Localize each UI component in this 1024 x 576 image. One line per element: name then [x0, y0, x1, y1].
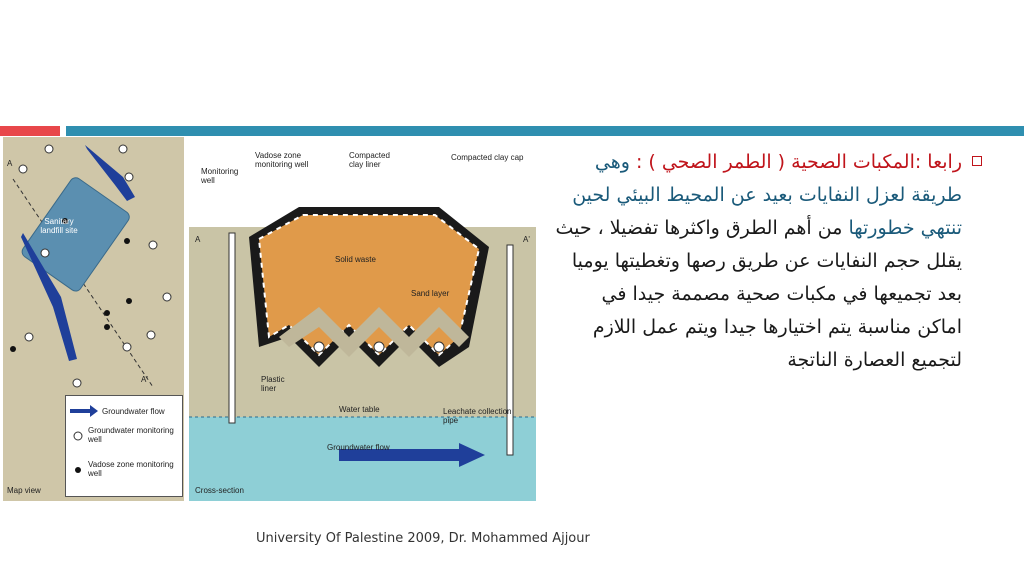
clay-liner-label: Compacted clay liner: [349, 151, 390, 169]
point-a-label: A: [7, 159, 13, 168]
slide-body-text: [552, 146, 962, 377]
section-heading: رابعا :المكبات الصحية ( الطمر الصحي ) :: [629, 151, 962, 173]
cs-groundwater-flow-label: Groundwater flow: [327, 443, 390, 452]
legend-vadose-well: Vadose zone monitoring well: [88, 460, 174, 478]
solid-waste-label: Solid waste: [335, 255, 376, 264]
clay-cap-label: Compacted clay cap: [451, 153, 524, 162]
cs-point-a-prime-label: A': [523, 235, 530, 244]
square-bullet-icon: [972, 156, 982, 166]
vadose-well-label: Vadose zone monitoring well: [255, 151, 309, 169]
water-table-label: Water table: [339, 405, 380, 414]
cross-section-caption: Cross-section: [195, 486, 244, 495]
sand-layer-label: Sand layer: [411, 289, 450, 298]
description-text: من أهم الطرق واكثرها تفضيلا ، حيث يقلل حجم النفايات عن طريق رصها وتغطيتها يوميا بعد تجميعها في مكبات صحية مصممة جيدا في اماكن مناسبة يتم اختيارها جيدا ويتم عمل اللازم لتجميع العصارة الناتجة: [555, 217, 962, 371]
cross-section-panel: [189, 137, 536, 501]
legend-groundwater-flow: Groundwater flow: [102, 407, 165, 416]
point-a-prime-label: A': [141, 375, 148, 384]
accent-bar-red: [0, 126, 60, 136]
map-legend: [65, 395, 183, 497]
definition-text: وهي طريقة لعزل النفايات بعيد عن المحيط البيئي لحين تنتهي خطورتها: [572, 151, 962, 239]
footer-text: University Of Palestine 2009, Dr. Mohammed Ajjour: [256, 531, 590, 546]
vadose-well-icon: [75, 467, 81, 473]
legend-gw-well: Groundwater monitoring well: [88, 426, 174, 444]
groundwater-well-icon: [74, 432, 82, 440]
accent-bar-teal: [66, 126, 1024, 136]
map-view-panel: [3, 137, 184, 501]
landfill-site-label: Sanitary landfill site: [40, 217, 78, 235]
map-view-caption: Map view: [7, 486, 41, 495]
leachate-pipe-label: Leachate collection pipe: [443, 407, 512, 425]
cs-point-a-label: A: [195, 235, 201, 244]
monitoring-well-label: Monitoring well: [201, 167, 239, 185]
plastic-liner-label: Plastic liner: [261, 375, 285, 393]
groundwater-flow-arrow-icon: [70, 405, 98, 417]
landfill-figure: [3, 137, 536, 501]
